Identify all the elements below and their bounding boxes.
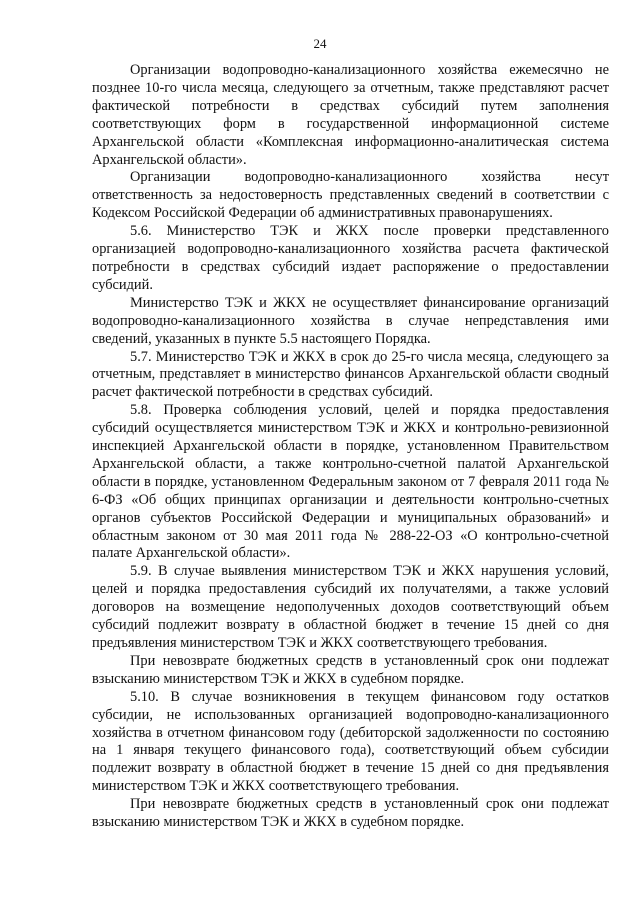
paragraph-recovery-2: При невозврате бюджетных средств в установленный срок они подлежат взысканию министерством ТЭК и ЖКХ в судебном порядке. [92,796,609,831]
paragraph-recovery-1: При невозврате бюджетных средств в установленный срок они подлежат взысканию министерством ТЭК и ЖКХ в судебном порядке. [92,652,609,687]
paragraph-5-10: 5.10. В случае возникновения в текущем финансовом году остатков субсидии, не использованных организацией водопроводно-канализационного хозяйства в отчетном финансовом году (дебиторской задолженности по состоянию на 1 января текущего финансового года), соответствующий объем субсидии подлежит возврату в областной бюджет в течение 15 дней со дня предъявления министерством ТЭК и ЖКХ соответствующего требования. [92,688,609,795]
paragraph-5-6: 5.6. Министерство ТЭК и ЖКХ после проверки представленного организацией водопроводно-канализационного хозяйства расчета фактической потребности в средствах субсидий издает распоряжение о предоставлении субсидий. [92,223,609,293]
paragraph-no-financing: Министерство ТЭК и ЖКХ не осуществляет финансирование организаций водопроводно-канализационного хозяйства в случае непредставления ими сведений, указанных в пункте 5.5 настоящего Порядка. [92,294,609,347]
paragraph-responsibility: Организации водопроводно-канализационного хозяйства несут ответственность за недостоверность представленных сведений в соответствии с Кодексом Российской Федерации об административных правонарушениях. [92,169,609,222]
paragraph-5-9: 5.9. В случае выявления министерством ТЭК и ЖКХ нарушения условий, целей и порядка предоставления субсидий их получателями, а также условий договоров на возмещение недополученных доходов соответствующий объем субсидий подлежит возврату в областной бюджет в течение 15 дней со дня предъявления министерством ТЭК и ЖКХ соответствующего требования. [92,563,609,651]
paragraph-5-8: 5.8. Проверка соблюдения условий, целей и порядка предоставления субсидий осуществляется министерством ТЭК и ЖКХ и контрольно-ревизионной инспекцией Архангельской области в порядке, установленном Правительством Архангельской области, а также контрольно-счетной палатой Архангельской области в порядке, установленном Федеральным законом от 7 февраля 2011 года № 6-ФЗ «Об общих принципах организации и деятельности контрольно-счетных органов субъектов Российской Федерации и муниципальных образований» и областным законом от 30 мая 2011 года № 288-22-ОЗ «О контрольно-счетной палате Архангельской области». [92,402,609,562]
paragraph-monthly-report: Организации водопроводно-канализационного хозяйства ежемесячно не позднее 10-го числа месяца, следующего за отчетным, также представляют расчет фактической потребности в средствах субсидий путем заполнения соответствующих форм в государственной информационной системе Архангельской области «Комплексная информационно-аналитическая система Архангельской области». [92,62,609,168]
document-body [92,62,609,832]
paragraph-5-7: 5.7. Министерство ТЭК и ЖКХ в срок до 25-го числа месяца, следующего за отчетным, представляет в министерство финансов Архангельской области сводный расчет фактической потребности в средствах субсидий. [92,348,609,401]
page-number: 24 [313,36,327,51]
